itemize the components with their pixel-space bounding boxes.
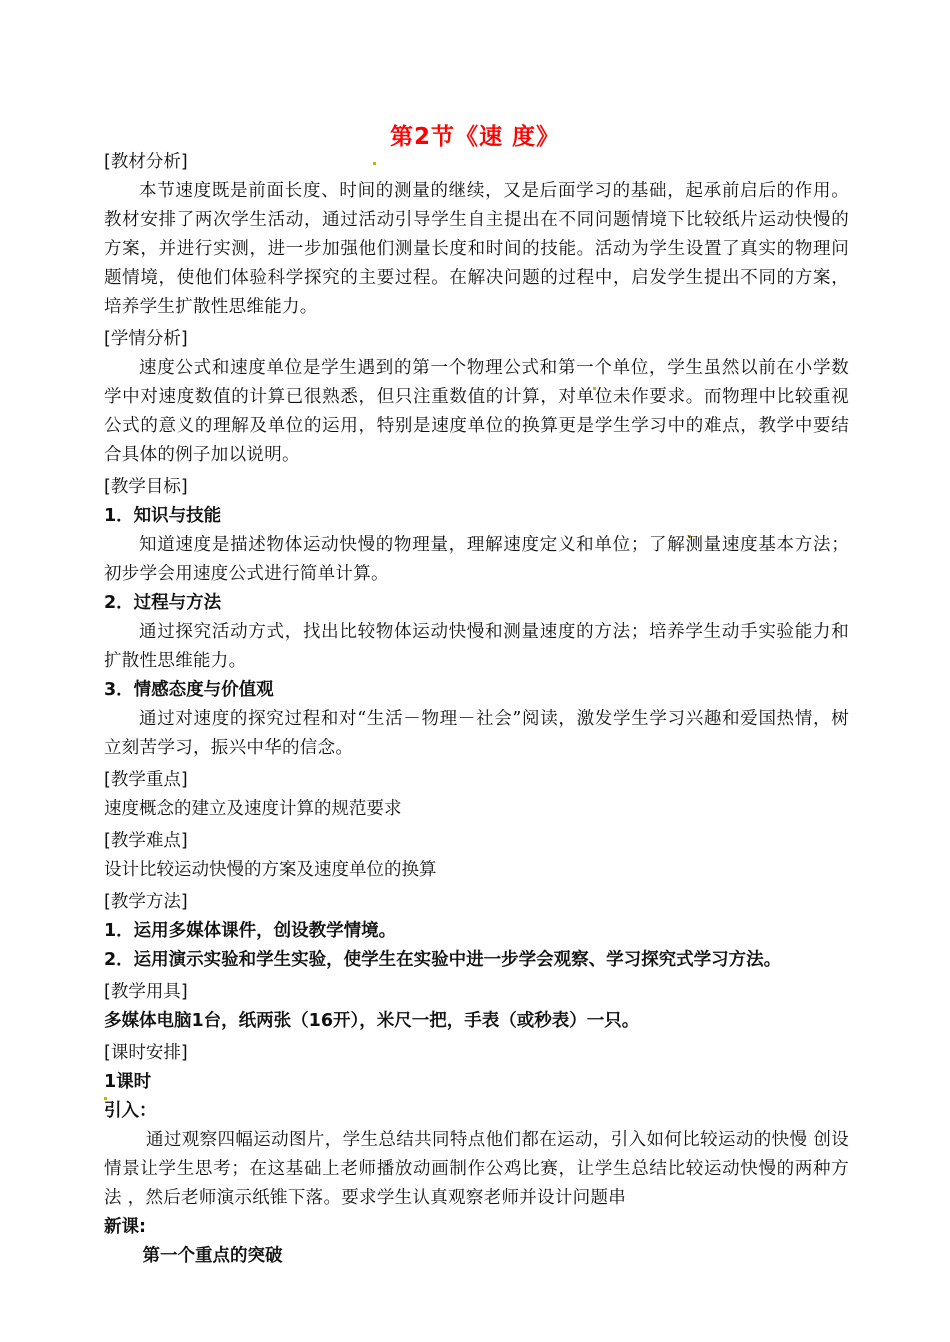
- new-lesson-heading: 新课:: [104, 1217, 146, 1237]
- student-paragraph: 速度公式和速度单位是学生遇到的第一个物理公式和第一个单位，学生虽然以前在小学数学中对速度数值的计算已很熟悉，但只注重数值的计算，对单位未作要求。而物理中比较重视公式的意义的理解及单位的运用，特别是速度单位的换算更是学生学习中的难点，教学中要结合具体的例子加以说明。: [104, 358, 849, 465]
- page-title: 第2节《速 度》: [389, 124, 560, 150]
- goal3-heading: 3．情感态度与价值观: [104, 680, 274, 700]
- section-heading-tools: [教学用具]: [104, 982, 188, 1002]
- difficulty-text: 设计比较运动快慢的方案及速度单位的换算: [104, 860, 437, 880]
- section-heading-method: [教学方法]: [104, 892, 188, 912]
- section-heading-student: [学情分析]: [104, 329, 188, 349]
- goal2-paragraph: 通过探究活动方式，找出比较物体运动快慢和测量速度的方法；培养学生动手实验能力和扩散性思维能力。: [104, 622, 849, 671]
- intro-heading: 引入：: [104, 1101, 157, 1121]
- section-heading-difficulty: [教学难点]: [104, 831, 188, 851]
- goal2-heading: 2．过程与方法: [104, 593, 222, 613]
- document-body: [104, 145, 849, 1271]
- goal1-paragraph: 知道速度是描述物体运动快慢的物理量，理解速度定义和单位；了解测量速度基本方法；初步学会用速度公式进行简单计算。: [104, 535, 849, 584]
- goal1-heading: 1．知识与技能: [104, 506, 222, 526]
- tools-text: 多媒体电脑1台，纸两张（16开），米尺一把，手表（或秒表）一只。: [104, 1011, 640, 1031]
- material-paragraph: 本节速度既是前面长度、时间的测量的继续，又是后面学习的基础，起承前启后的作用。教材安排了两次学生活动，通过活动引导学生自主提出在不同问题情境下比较纸片运动快慢的方案，并进行实测，进一步加强他们测量长度和时间的技能。活动为学生设置了真实的物理问题情境，使他们体验科学探究的主要过程。在解决问题的过程中，启发学生提出不同的方案，培养学生扩散性思维能力。: [104, 181, 849, 317]
- method-item-1: 1．运用多媒体课件，创设教学情境。: [104, 921, 397, 941]
- first-key-heading: 第一个重点的突破: [142, 1246, 283, 1266]
- method-item-2: 2．运用演示实验和学生实验，使学生在实验中进一步学会观察、学习探究式学习方法。: [104, 950, 782, 970]
- section-heading-keypoint: [教学重点]: [104, 770, 188, 790]
- section-heading-schedule: [课时安排]: [104, 1043, 188, 1063]
- section-heading-material: [教材分析]: [104, 152, 188, 172]
- schedule-text: 1课时: [104, 1072, 152, 1092]
- section-heading-goals: [教学目标]: [104, 477, 188, 497]
- goal3-paragraph: 通过对速度的探究过程和对“生活－物理－社会”阅读，激发学生学习兴趣和爱国热情，树立刻苦学习，振兴中华的信念。: [104, 709, 849, 758]
- keypoint-text: 速度概念的建立及速度计算的规范要求: [104, 799, 402, 819]
- intro-paragraph: 通过观察四幅运动图片，学生总结共同特点他们都在运动，引入如何比较运动的快慢 创设情景让学生思考；在这基础上老师播放动画制作公鸡比赛，让学生总结比较运动快慢的两种方法 ，然后老师演示纸锥下落。要求学生认真观察老师并设计问题串: [104, 1130, 849, 1208]
